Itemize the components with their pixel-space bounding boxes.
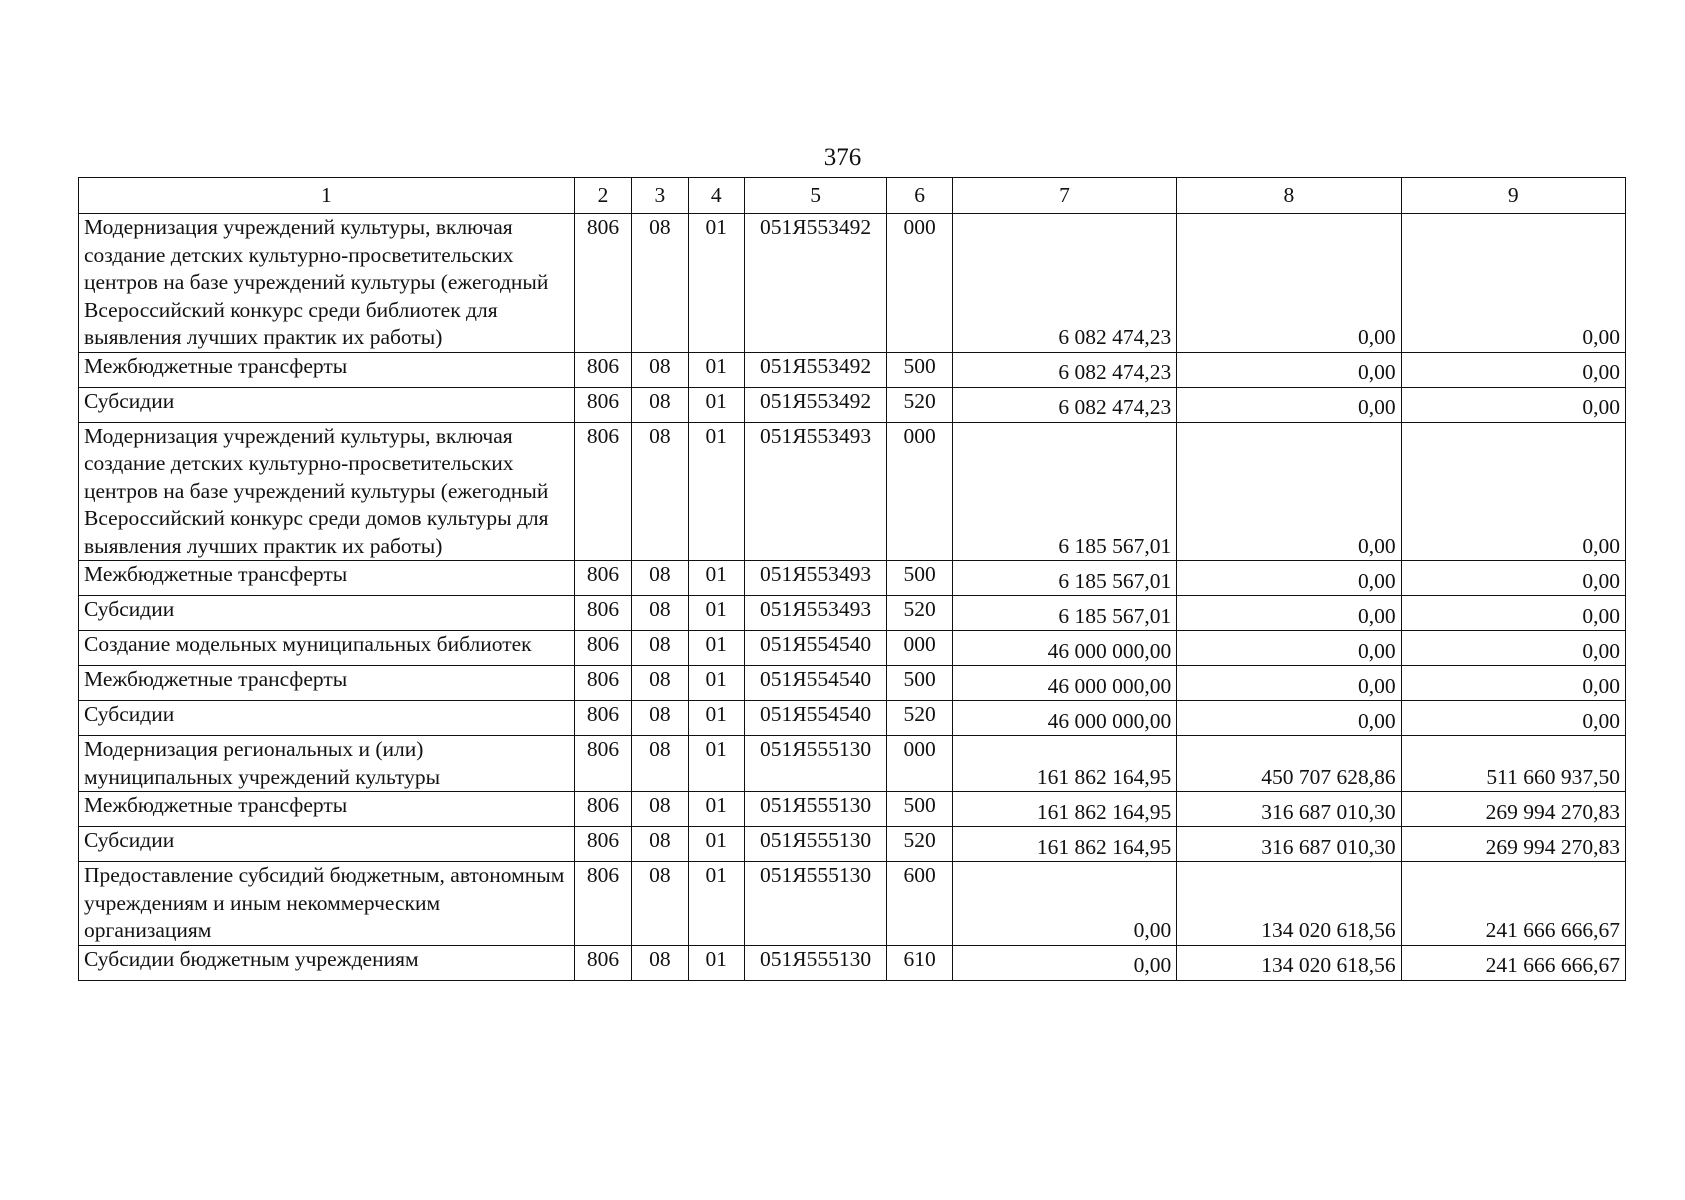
cell-amount-9: 269 994 270,83 [1401, 827, 1625, 862]
cell-col-3: 08 [632, 701, 688, 736]
page-number: 376 [823, 144, 862, 171]
cell-col-5: 051Я553493 [744, 422, 886, 561]
cell-item-name: Межбюджетные трансферты [79, 561, 575, 596]
cell-col-4: 01 [688, 561, 744, 596]
cell-amount-8: 0,00 [1177, 352, 1401, 387]
cell-item-name: Субсидии [79, 387, 575, 422]
cell-item-name: Межбюджетные трансферты [79, 352, 575, 387]
cell-col-3: 08 [632, 736, 688, 792]
cell-amount-9: 241 666 666,67 [1401, 945, 1625, 980]
cell-col-5: 051Я553493 [744, 561, 886, 596]
cell-col-4: 01 [688, 596, 744, 631]
cell-col-2: 806 [574, 352, 631, 387]
cell-amount-7: 6 082 474,23 [952, 352, 1176, 387]
cell-col-6: 000 [887, 631, 953, 666]
cell-col-5: 051Я554540 [744, 666, 886, 701]
cell-amount-8: 316 687 010,30 [1177, 827, 1401, 862]
cell-amount-7: 161 862 164,95 [952, 736, 1176, 792]
cell-item-name: Предоставление субсидий бюджетным, автономным учреждениям и иным некоммерческим организациям [79, 862, 575, 946]
cell-col-3: 08 [632, 827, 688, 862]
cell-col-2: 806 [574, 596, 631, 631]
cell-col-2: 806 [574, 387, 631, 422]
column-header-9: 9 [1401, 178, 1625, 214]
cell-col-5: 051Я553492 [744, 387, 886, 422]
cell-item-name: Создание модельных муниципальных библиотек [79, 631, 575, 666]
cell-item-name: Модернизация учреждений культуры, включая создание детских культурно-просветительских центров на базе учреждений культуры (ежегодный Всероссийский конкурс среди библиотек для выявления лучших практик их работы) [79, 214, 575, 353]
cell-amount-7: 6 185 567,01 [952, 596, 1176, 631]
cell-col-5: 051Я555130 [744, 862, 886, 946]
cell-col-3: 08 [632, 631, 688, 666]
column-header-4: 4 [688, 178, 744, 214]
cell-col-2: 806 [574, 422, 631, 561]
cell-amount-8: 134 020 618,56 [1177, 862, 1401, 946]
cell-amount-7: 46 000 000,00 [952, 631, 1176, 666]
cell-col-5: 051Я555130 [744, 736, 886, 792]
cell-col-6: 520 [887, 701, 953, 736]
table-row [79, 214, 1626, 353]
cell-col-4: 01 [688, 792, 744, 827]
cell-col-6: 000 [887, 736, 953, 792]
cell-col-6: 520 [887, 827, 953, 862]
column-header-6: 6 [887, 178, 953, 214]
table-row [79, 387, 1626, 422]
column-header-5: 5 [744, 178, 886, 214]
cell-col-6: 600 [887, 862, 953, 946]
cell-amount-9: 0,00 [1401, 387, 1625, 422]
cell-col-4: 01 [688, 701, 744, 736]
cell-col-2: 806 [574, 827, 631, 862]
table-row [79, 666, 1626, 701]
cell-col-6: 500 [887, 792, 953, 827]
cell-col-2: 806 [574, 945, 631, 980]
cell-col-3: 08 [632, 945, 688, 980]
cell-col-6: 520 [887, 596, 953, 631]
cell-col-4: 01 [688, 666, 744, 701]
cell-amount-8: 0,00 [1177, 666, 1401, 701]
cell-col-2: 806 [574, 561, 631, 596]
cell-col-4: 01 [688, 422, 744, 561]
cell-col-4: 01 [688, 387, 744, 422]
budget-table [78, 177, 1626, 981]
cell-amount-9: 269 994 270,83 [1401, 792, 1625, 827]
cell-col-4: 01 [688, 352, 744, 387]
cell-amount-8: 0,00 [1177, 596, 1401, 631]
cell-col-4: 01 [688, 736, 744, 792]
column-header-2: 2 [574, 178, 631, 214]
cell-amount-7: 0,00 [952, 862, 1176, 946]
column-header-1: 1 [79, 178, 575, 214]
cell-col-6: 610 [887, 945, 953, 980]
table-row [79, 862, 1626, 946]
cell-amount-8: 450 707 628,86 [1177, 736, 1401, 792]
table-row [79, 945, 1626, 980]
table-row [79, 631, 1626, 666]
cell-amount-7: 0,00 [952, 945, 1176, 980]
cell-col-6: 000 [887, 214, 953, 353]
cell-amount-8: 0,00 [1177, 561, 1401, 596]
cell-item-name: Субсидии [79, 827, 575, 862]
table-row [79, 701, 1626, 736]
cell-amount-8: 316 687 010,30 [1177, 792, 1401, 827]
cell-col-5: 051Я555130 [744, 945, 886, 980]
cell-amount-9: 0,00 [1401, 596, 1625, 631]
cell-col-5: 051Я554540 [744, 631, 886, 666]
cell-item-name: Межбюджетные трансферты [79, 666, 575, 701]
cell-amount-9: 0,00 [1401, 701, 1625, 736]
cell-col-3: 08 [632, 352, 688, 387]
cell-col-5: 051Я555130 [744, 792, 886, 827]
cell-item-name: Модернизация региональных и (или) муниципальных учреждений культуры [79, 736, 575, 792]
cell-amount-8: 134 020 618,56 [1177, 945, 1401, 980]
cell-item-name: Модернизация учреждений культуры, включая создание детских культурно-просветительских центров на базе учреждений культуры (ежегодный Всероссийский конкурс среди домов культуры для выявления лучших практик их работы) [79, 422, 575, 561]
table-row [79, 561, 1626, 596]
cell-col-6: 500 [887, 561, 953, 596]
cell-amount-9: 0,00 [1401, 631, 1625, 666]
cell-item-name: Субсидии бюджетным учреждениям [79, 945, 575, 980]
cell-col-4: 01 [688, 214, 744, 353]
cell-amount-9: 0,00 [1401, 422, 1625, 561]
table-header-row [79, 178, 1626, 214]
cell-amount-9: 0,00 [1401, 666, 1625, 701]
cell-amount-7: 6 082 474,23 [952, 214, 1176, 353]
cell-col-2: 806 [574, 214, 631, 353]
cell-col-2: 806 [574, 862, 631, 946]
cell-item-name: Субсидии [79, 596, 575, 631]
cell-col-5: 051Я553492 [744, 352, 886, 387]
cell-item-name: Субсидии [79, 701, 575, 736]
cell-amount-9: 511 660 937,50 [1401, 736, 1625, 792]
cell-amount-7: 6 185 567,01 [952, 561, 1176, 596]
column-header-8: 8 [1177, 178, 1401, 214]
cell-col-2: 806 [574, 631, 631, 666]
cell-col-4: 01 [688, 827, 744, 862]
cell-col-2: 806 [574, 736, 631, 792]
cell-amount-9: 0,00 [1401, 214, 1625, 353]
cell-amount-7: 161 862 164,95 [952, 792, 1176, 827]
table-row [79, 792, 1626, 827]
column-header-3: 3 [632, 178, 688, 214]
cell-col-3: 08 [632, 561, 688, 596]
cell-col-2: 806 [574, 701, 631, 736]
cell-col-3: 08 [632, 596, 688, 631]
column-header-7: 7 [952, 178, 1176, 214]
cell-amount-7: 46 000 000,00 [952, 666, 1176, 701]
cell-col-5: 051Я553493 [744, 596, 886, 631]
cell-col-6: 500 [887, 352, 953, 387]
cell-col-3: 08 [632, 666, 688, 701]
table-row [79, 422, 1626, 561]
cell-col-6: 000 [887, 422, 953, 561]
cell-col-4: 01 [688, 631, 744, 666]
cell-col-4: 01 [688, 862, 744, 946]
cell-col-2: 806 [574, 666, 631, 701]
cell-amount-8: 0,00 [1177, 387, 1401, 422]
cell-amount-9: 0,00 [1401, 352, 1625, 387]
cell-amount-9: 241 666 666,67 [1401, 862, 1625, 946]
cell-col-5: 051Я554540 [744, 701, 886, 736]
cell-col-3: 08 [632, 214, 688, 353]
cell-amount-7: 6 082 474,23 [952, 387, 1176, 422]
cell-col-6: 500 [887, 666, 953, 701]
cell-amount-7: 46 000 000,00 [952, 701, 1176, 736]
cell-col-3: 08 [632, 387, 688, 422]
cell-item-name: Межбюджетные трансферты [79, 792, 575, 827]
table-row [79, 352, 1626, 387]
cell-col-2: 806 [574, 792, 631, 827]
table-row [79, 827, 1626, 862]
cell-amount-8: 0,00 [1177, 631, 1401, 666]
cell-amount-8: 0,00 [1177, 701, 1401, 736]
table-row [79, 736, 1626, 792]
cell-col-3: 08 [632, 422, 688, 561]
table-body [79, 214, 1626, 981]
cell-amount-8: 0,00 [1177, 214, 1401, 353]
cell-amount-7: 161 862 164,95 [952, 827, 1176, 862]
cell-col-3: 08 [632, 862, 688, 946]
cell-amount-9: 0,00 [1401, 561, 1625, 596]
cell-col-6: 520 [887, 387, 953, 422]
table-row [79, 596, 1626, 631]
cell-col-4: 01 [688, 945, 744, 980]
cell-amount-7: 6 185 567,01 [952, 422, 1176, 561]
cell-col-5: 051Я553492 [744, 214, 886, 353]
cell-amount-8: 0,00 [1177, 422, 1401, 561]
cell-col-3: 08 [632, 792, 688, 827]
cell-col-5: 051Я555130 [744, 827, 886, 862]
